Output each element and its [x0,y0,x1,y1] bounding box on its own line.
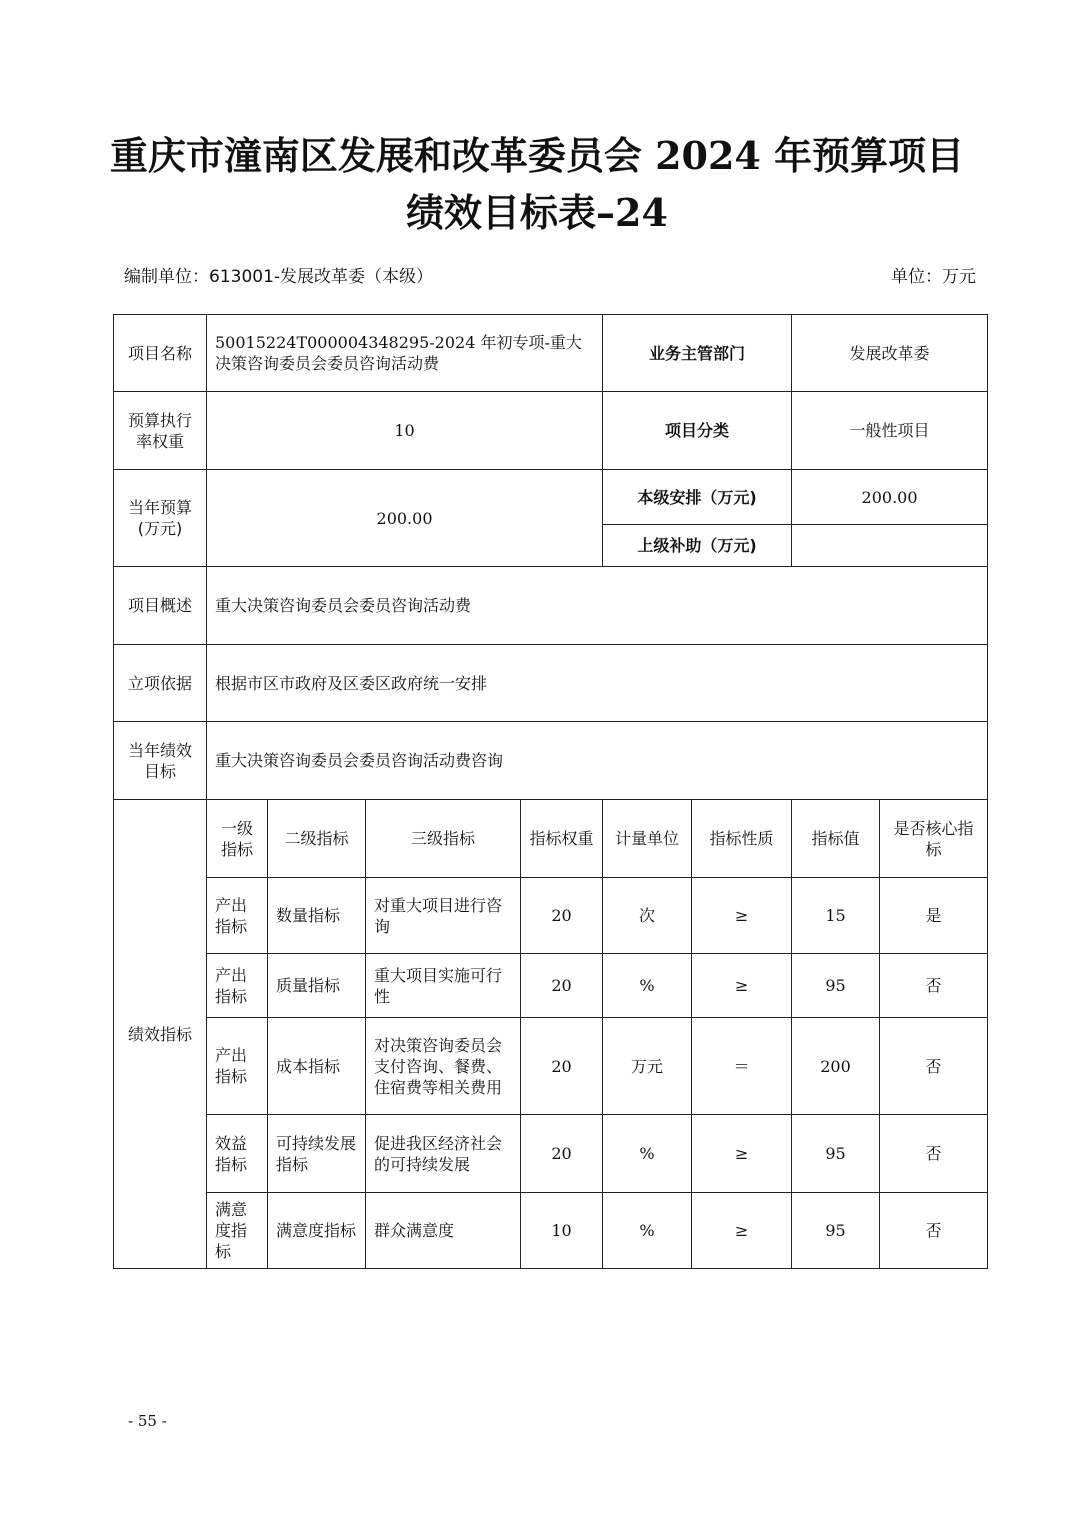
table-row [114,1115,988,1193]
table-row [114,1193,988,1269]
project-name-value: 50015224T000004348295-2024 年初专项-重大决策咨询委员会委员咨询活动费 [207,315,603,392]
row-core: 否 [880,954,988,1018]
overview-value: 重大决策咨询委员会委员咨询活动费 [207,567,988,645]
dept-value: 发展改革委 [792,315,988,392]
row-unit: % [603,1193,692,1269]
overview-label: 项目概述 [114,567,207,645]
row-nature: ≥ [692,1193,792,1269]
row-level3: 促进我区经济社会的可持续发展 [366,1115,521,1193]
row-level3: 对重大项目进行咨询 [366,878,521,954]
indicators-section-label: 绩效指标 [114,800,207,1269]
row-level2: 满意度指标 [268,1193,366,1269]
goal-label: 当年绩效目标 [114,722,207,800]
header-nature: 指标性质 [692,800,792,878]
budget-value: 200.00 [207,470,603,567]
table-row [114,1018,988,1115]
row-core: 否 [880,1018,988,1115]
row-unit: 次 [603,878,692,954]
row-value: 95 [792,1115,880,1193]
row-value: 95 [792,954,880,1018]
row-nature: ＝ [692,1018,792,1115]
header-level1: 一级指标 [207,800,268,878]
row-level2: 数量指标 [268,878,366,954]
row-weight: 20 [521,878,603,954]
row-level3: 对决策咨询委员会支付咨询、餐费、住宿费等相关费用 [366,1018,521,1115]
row-core: 否 [880,1193,988,1269]
row-level1: 产出指标 [207,878,268,954]
compiling-unit: 编制单位：613001-发展改革委（本级） [124,267,434,287]
basis-value: 根据市区市政府及区委区政府统一安排 [207,645,988,722]
superior-subsidy-value [792,525,988,567]
row-value: 95 [792,1193,880,1269]
money-unit: 单位：万元 [891,267,976,287]
goal-value: 重大决策咨询委员会委员咨询活动费咨询 [207,722,988,800]
row-value: 200 [792,1018,880,1115]
local-arrangement-value: 200.00 [792,470,988,525]
row-nature: ≥ [692,954,792,1018]
row-level1: 效益指标 [207,1115,268,1193]
row-level2: 成本指标 [268,1018,366,1115]
row-nature: ≥ [692,1115,792,1193]
row-level3: 重大项目实施可行性 [366,954,521,1018]
category-value: 一般性项目 [792,392,988,470]
category-label: 项目分类 [603,392,792,470]
basis-label: 立项依据 [114,645,207,722]
row-weight: 20 [521,954,603,1018]
row-weight: 20 [521,1018,603,1115]
page-title-line2: 绩效目标表–24 [406,190,668,235]
row-unit: 万元 [603,1018,692,1115]
superior-subsidy-label: 上级补助（万元) [603,525,792,567]
table-row [114,954,988,1018]
page-number: - 55 - [128,1412,167,1430]
header-core: 是否核心指标 [880,800,988,878]
header-weight: 指标权重 [521,800,603,878]
dept-label: 业务主管部门 [603,315,792,392]
project-name-label: 项目名称 [114,315,207,392]
row-core: 是 [880,878,988,954]
row-level1: 产出指标 [207,954,268,1018]
header-level2: 二级指标 [268,800,366,878]
weight-value: 10 [207,392,603,470]
row-level1: 满意度指标 [207,1193,268,1269]
header-value: 指标值 [792,800,880,878]
row-value: 15 [792,878,880,954]
row-weight: 10 [521,1193,603,1269]
row-weight: 20 [521,1115,603,1193]
weight-label: 预算执行率权重 [114,392,207,470]
performance-target-table [113,314,988,1269]
row-level2: 质量指标 [268,954,366,1018]
page-title: 重庆市潼南区发展和改革委员会 2024 年预算项目 [109,133,965,178]
row-nature: ≥ [692,878,792,954]
row-unit: % [603,954,692,1018]
budget-label: 当年预算(万元) [114,470,207,567]
header-level3: 三级指标 [366,800,521,878]
table-row [114,878,988,954]
row-level1: 产出指标 [207,1018,268,1115]
row-level2: 可持续发展指标 [268,1115,366,1193]
header-unit: 计量单位 [603,800,692,878]
row-level3: 群众满意度 [366,1193,521,1269]
row-unit: % [603,1115,692,1193]
row-core: 否 [880,1115,988,1193]
local-arrangement-label: 本级安排（万元) [603,470,792,525]
